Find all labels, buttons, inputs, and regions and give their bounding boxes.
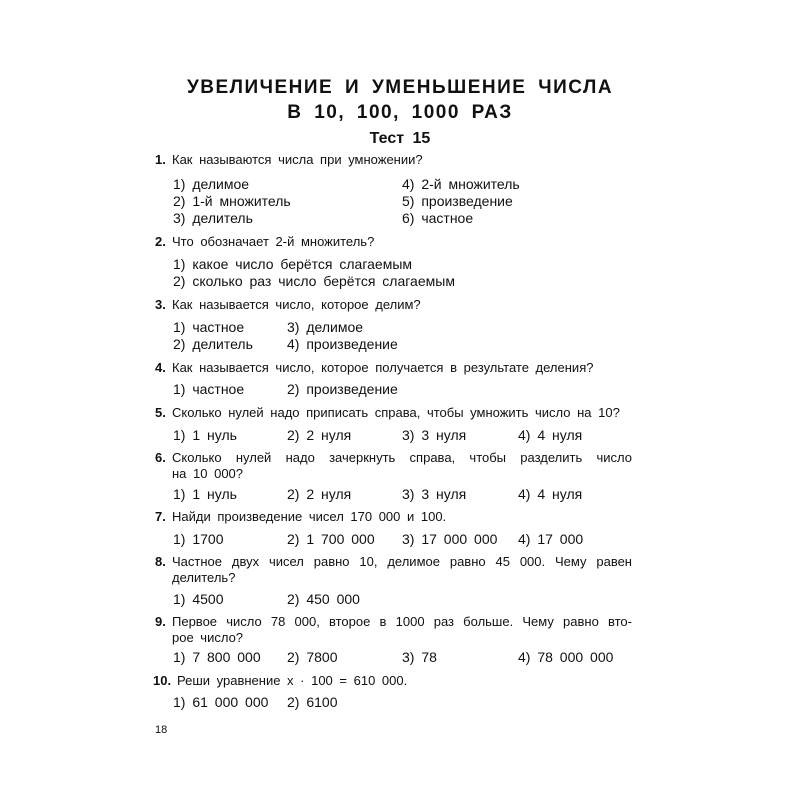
answer-option: 1) 1 нуль <box>173 427 237 443</box>
answer-option: 2) 1-й множитель <box>173 193 291 209</box>
answer-option: 2) 6100 <box>287 694 338 710</box>
title-line-1: УВЕЛИЧЕНИЕ И УМЕНЬШЕНИЕ ЧИСЛА <box>186 77 614 98</box>
answer-option: 2) 7800 <box>287 649 338 665</box>
question-text: Как называются числа при умножении? <box>172 152 423 167</box>
question-text: Первое число 78 000, второе в 1000 раз больше. Чему равно вто- <box>172 614 632 629</box>
question-text: Найди произведение чисел 170 000 и 100. <box>172 509 447 524</box>
answer-option: 1) 1700 <box>173 531 224 547</box>
question-text: Сколько нулей надо зачеркнуть справа, чтобы разделить число <box>172 450 632 465</box>
question-number: 7. <box>155 509 166 524</box>
question-text: рое число? <box>172 630 244 645</box>
question-text: Как называется число, которое делим? <box>172 297 421 312</box>
question-number: 3. <box>155 297 166 312</box>
page-number: 18 <box>155 724 168 736</box>
answer-option: 1) частное <box>173 381 245 397</box>
answer-option: 1) какое число берётся слагаемым <box>173 256 413 272</box>
answer-option: 4) 4 нуля <box>518 427 583 443</box>
answer-option: 1) делимое <box>173 176 250 192</box>
answer-option: 2) делитель <box>173 336 253 352</box>
answer-option: 2) 450 000 <box>287 591 360 607</box>
answer-option: 2) 2 нуля <box>287 427 352 443</box>
answer-option: 4) 17 000 <box>518 531 584 547</box>
answer-option: 1) частное <box>173 319 245 335</box>
test-title: Тест 15 <box>369 130 431 147</box>
question-text: Частное двух чисел равно 10, делимое равно 45 000. Чему равен <box>172 554 632 569</box>
question-text: делитель? <box>172 570 236 585</box>
answer-option: 2) 2 нуля <box>287 486 352 502</box>
question-text: Реши уравнение x · 100 = 610 000. <box>177 673 408 688</box>
question-number: 8. <box>155 554 166 569</box>
answer-option: 4) 2-й множитель <box>402 176 520 192</box>
answer-option: 2) сколько раз число берётся слагаемым <box>173 273 455 289</box>
answer-option: 1) 7 800 000 <box>173 649 261 665</box>
answer-option: 2) произведение <box>287 381 398 397</box>
answer-option: 1) 1 нуль <box>173 486 237 502</box>
question-text: на 10 000? <box>172 466 244 481</box>
question-text: Как называется число, которое получается в результате деления? <box>172 360 594 375</box>
question-number: 9. <box>155 614 166 629</box>
question-text: Что обозначает 2-й множитель? <box>172 234 375 249</box>
answer-option: 1) 61 000 000 <box>173 694 269 710</box>
question-number: 10. <box>153 673 172 688</box>
answer-option: 3) 3 нуля <box>402 427 467 443</box>
answer-option: 5) произведение <box>402 193 513 209</box>
answer-option: 3) делимое <box>287 319 364 335</box>
answer-option: 3) 17 000 000 <box>402 531 498 547</box>
answer-option: 4) 78 000 000 <box>518 649 614 665</box>
question-number: 1. <box>155 152 166 167</box>
question-number: 6. <box>155 450 166 465</box>
answer-option: 4) 4 нуля <box>518 486 583 502</box>
answer-option: 3) 78 <box>402 649 437 665</box>
title-line-2: В 10, 100, 1000 РАЗ <box>287 102 513 123</box>
question-number: 4. <box>155 360 166 375</box>
answer-option: 3) 3 нуля <box>402 486 467 502</box>
answer-option: 4) произведение <box>287 336 398 352</box>
answer-option: 2) 1 700 000 <box>287 531 375 547</box>
answer-option: 3) делитель <box>173 210 253 226</box>
answer-option: 6) частное <box>402 210 474 226</box>
question-text: Сколько нулей надо приписать справа, чтобы умножить число на 10? <box>172 405 620 420</box>
answer-option: 1) 4500 <box>173 591 224 607</box>
question-number: 2. <box>155 234 166 249</box>
question-number: 5. <box>155 405 166 420</box>
